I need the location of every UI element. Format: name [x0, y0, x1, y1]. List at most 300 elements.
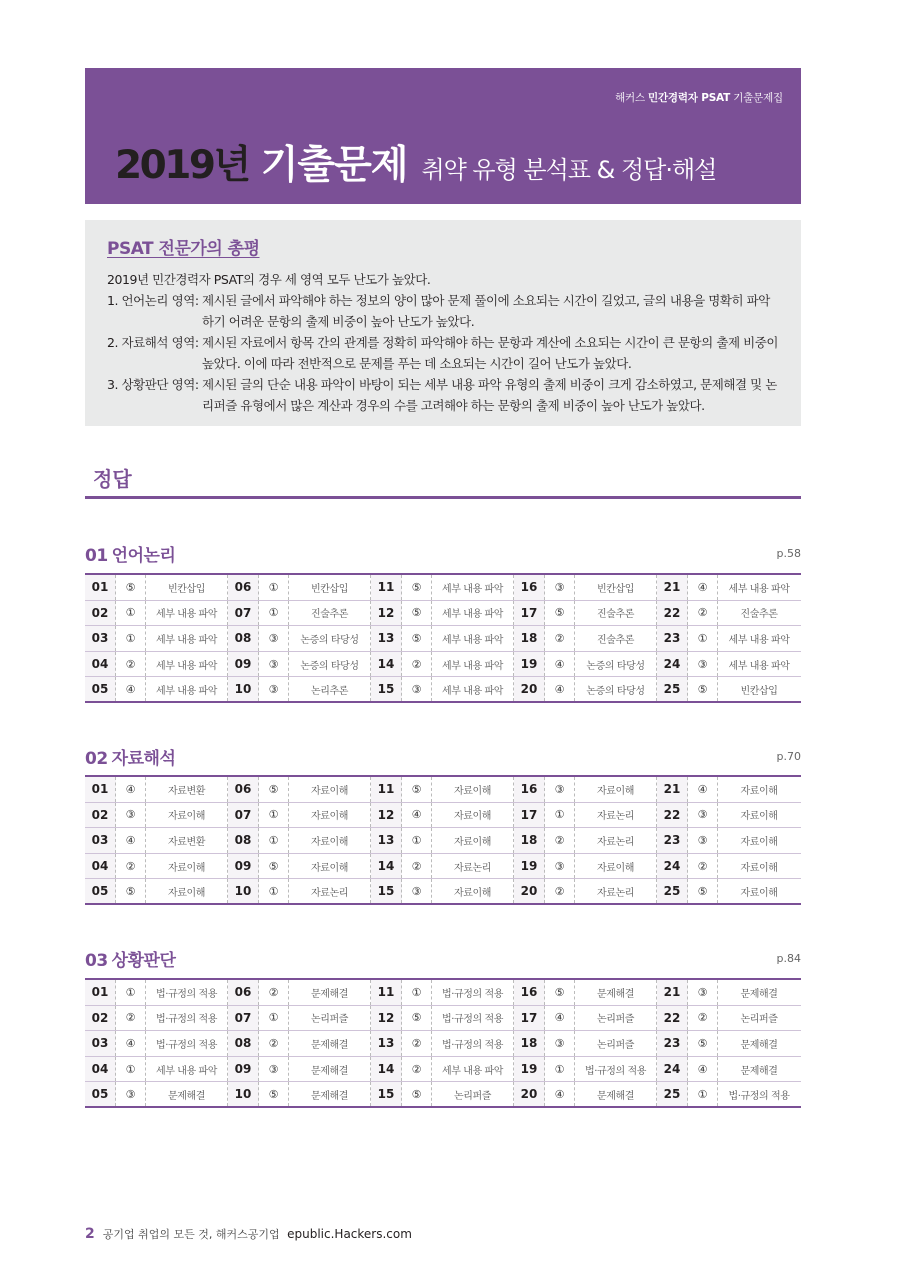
answer-row — [85, 1031, 801, 1057]
section-page-ref: p.70 — [776, 750, 801, 763]
answer-row — [85, 1057, 801, 1083]
answer-cell — [514, 828, 657, 853]
answer-choice: ③ — [688, 803, 718, 828]
answer-row — [85, 1006, 801, 1032]
answer-cell — [371, 980, 514, 1005]
section-number: 01 — [85, 546, 108, 566]
answer-cell — [514, 601, 657, 626]
review-item-text: 리퍼즐 유형에서 많은 계산과 경우의 수를 고려해야 하는 문항의 출제 비중이 높아 난도가 높았다. — [202, 398, 705, 413]
section-number: 02 — [85, 749, 108, 769]
question-number: 06 — [228, 777, 259, 802]
answer-choice: ① — [688, 626, 718, 651]
section-name: 언어논리 — [111, 546, 176, 566]
question-type: 문제해결 — [740, 988, 778, 1000]
answer-choice: ① — [116, 601, 146, 626]
answer-choice: ② — [259, 1031, 289, 1056]
answer-cell — [657, 854, 800, 879]
answer-choice: ④ — [688, 777, 718, 802]
answer-cell — [657, 803, 800, 828]
answer-choice: ⑤ — [402, 601, 432, 626]
answer-choice: ① — [259, 803, 289, 828]
answer-cell — [85, 626, 228, 651]
answer-choice: ② — [259, 980, 289, 1005]
question-type: 세부 내용 파악 — [146, 626, 228, 651]
answer-choice: ⑤ — [402, 1006, 432, 1031]
answer-cell — [228, 1082, 371, 1106]
answer-cell — [514, 980, 657, 1005]
question-number: 18 — [514, 626, 545, 651]
title-year: 2019년 — [115, 143, 249, 188]
answer-choice: ① — [259, 575, 289, 600]
answer-cell — [85, 575, 228, 600]
review-item-label: 1. 언어논리 영역: — [107, 293, 199, 308]
answer-table-situation — [85, 978, 801, 1108]
answer-cell — [657, 1057, 800, 1082]
review-item-text: 제시된 글의 단순 내용 파악이 바탕이 되는 세부 내용 파악 유형의 출제 비중이 크게 감소하였고, 문제해결 및 논 — [202, 377, 777, 392]
answer-cell — [228, 677, 371, 701]
question-type: 논증의 타당성 — [289, 626, 371, 651]
answer-cell — [85, 1006, 228, 1031]
question-type: 빈칸삽입 — [289, 575, 371, 600]
answer-row — [85, 652, 801, 678]
question-type: 진술추론 — [575, 626, 657, 651]
answer-cell — [228, 652, 371, 677]
question-type: 진술추론 — [575, 601, 657, 626]
question-type: 자료이해 — [740, 862, 778, 874]
answer-cell — [514, 1031, 657, 1056]
question-number: 12 — [371, 1006, 402, 1031]
question-type: 논증의 타당성 — [575, 677, 657, 701]
question-number: 07 — [228, 601, 259, 626]
answer-choice: ④ — [545, 1082, 575, 1106]
question-number: 02 — [85, 601, 116, 626]
question-number: 05 — [85, 879, 116, 903]
review-item-label: 2. 자료해석 영역: — [107, 335, 199, 350]
question-type: 자료이해 — [289, 854, 371, 879]
question-number: 10 — [228, 879, 259, 903]
question-number: 03 — [85, 1031, 116, 1056]
question-number: 25 — [657, 879, 688, 903]
answer-choice: ③ — [259, 1057, 289, 1082]
section-page-ref: p.58 — [776, 547, 801, 560]
answer-cell — [514, 1082, 657, 1106]
answer-choice: ① — [688, 1082, 718, 1106]
answer-cell — [228, 1006, 371, 1031]
answer-cell — [85, 1082, 228, 1106]
question-type: 세부 내용 파악 — [432, 601, 514, 626]
question-type: 문제해결 — [289, 1031, 371, 1056]
question-type: 문제해결 — [146, 1082, 228, 1106]
question-number: 07 — [228, 1006, 259, 1031]
answer-cell — [85, 980, 228, 1005]
answer-choice: ③ — [259, 626, 289, 651]
answer-cell — [228, 777, 371, 802]
answer-row — [85, 828, 801, 854]
answer-choice: ⑤ — [545, 980, 575, 1005]
answer-choice: ⑤ — [116, 879, 146, 903]
answer-cell — [514, 777, 657, 802]
answer-cell — [85, 1031, 228, 1056]
question-number: 10 — [228, 1082, 259, 1106]
question-number: 16 — [514, 575, 545, 600]
question-type: 논리퍼즐 — [575, 1031, 657, 1056]
question-number: 16 — [514, 777, 545, 802]
question-type: 논증의 타당성 — [575, 652, 657, 677]
answer-cell — [514, 803, 657, 828]
question-type: 자료이해 — [575, 777, 657, 802]
answer-choice: ② — [402, 1057, 432, 1082]
answer-cell — [371, 777, 514, 802]
answer-cell — [514, 626, 657, 651]
answer-choice: ① — [116, 980, 146, 1005]
answer-cell — [228, 601, 371, 626]
review-item — [107, 291, 797, 333]
answer-cell — [228, 879, 371, 903]
question-type: 문제해결 — [575, 980, 657, 1005]
question-number: 20 — [514, 879, 545, 903]
answer-choice: ③ — [545, 777, 575, 802]
answer-row — [85, 803, 801, 829]
answer-choice: ② — [545, 879, 575, 903]
answer-choice: ② — [402, 854, 432, 879]
question-type: 논리추론 — [289, 677, 371, 701]
question-number: 16 — [514, 980, 545, 1005]
answer-choice: ④ — [116, 677, 146, 701]
section-number: 03 — [85, 951, 108, 971]
answer-choice: ③ — [116, 1082, 146, 1106]
answer-cell — [657, 828, 800, 853]
question-type: 세부 내용 파악 — [432, 677, 514, 701]
answer-cell — [85, 652, 228, 677]
question-number: 21 — [657, 575, 688, 600]
answer-cell — [514, 1006, 657, 1031]
review-item-text: 하기 어려운 문항의 출제 비중이 높아 난도가 높았다. — [202, 314, 475, 329]
answer-choice: ③ — [545, 1031, 575, 1056]
answer-choice: ⑤ — [545, 601, 575, 626]
question-type: 법·규정의 적용 — [575, 1057, 657, 1082]
answer-cell — [514, 1057, 657, 1082]
answer-choice: ① — [259, 601, 289, 626]
answer-cell — [514, 879, 657, 903]
answer-choice: ⑤ — [259, 1082, 289, 1106]
answer-choice: ③ — [688, 828, 718, 853]
answer-choice: ① — [259, 879, 289, 903]
question-number: 08 — [228, 1031, 259, 1056]
answer-choice: ⑤ — [402, 1082, 432, 1106]
question-number: 05 — [85, 1082, 116, 1106]
question-number: 20 — [514, 677, 545, 701]
answer-cell — [371, 575, 514, 600]
question-number: 22 — [657, 1006, 688, 1031]
answer-choice: ③ — [545, 854, 575, 879]
question-type: 법·규정의 적용 — [728, 1090, 790, 1102]
question-number: 17 — [514, 1006, 545, 1031]
answer-cell — [657, 1031, 800, 1056]
answer-choice: ④ — [402, 803, 432, 828]
answer-row — [85, 777, 801, 803]
question-type: 자료이해 — [146, 803, 228, 828]
question-type: 문제해결 — [289, 1057, 371, 1082]
answer-choice: ① — [402, 828, 432, 853]
question-type: 자료이해 — [289, 828, 371, 853]
answer-choice: ⑤ — [402, 626, 432, 651]
answer-row — [85, 601, 801, 627]
question-type: 자료논리 — [575, 879, 657, 903]
question-number: 08 — [228, 828, 259, 853]
question-number: 19 — [514, 1057, 545, 1082]
answer-cell — [657, 1006, 800, 1031]
answer-choice: ③ — [402, 677, 432, 701]
question-type: 자료논리 — [289, 879, 371, 903]
answer-cell — [85, 1057, 228, 1082]
answer-choice: ② — [545, 626, 575, 651]
answer-cell — [85, 677, 228, 701]
question-number: 24 — [657, 652, 688, 677]
answer-choice: ② — [402, 652, 432, 677]
question-number: 13 — [371, 1031, 402, 1056]
question-number: 17 — [514, 601, 545, 626]
answer-choice: ④ — [688, 1057, 718, 1082]
question-type: 법·규정의 적용 — [432, 1006, 514, 1031]
series-prefix: 해커스 — [615, 92, 649, 104]
question-number: 21 — [657, 980, 688, 1005]
question-type: 세부 내용 파악 — [432, 1057, 514, 1082]
answer-choice: ① — [259, 1006, 289, 1031]
question-type: 자료논리 — [432, 854, 514, 879]
question-number: 15 — [371, 677, 402, 701]
question-type: 논리퍼즐 — [575, 1006, 657, 1031]
answer-cell — [371, 803, 514, 828]
answer-choice: ② — [688, 1006, 718, 1031]
question-type: 자료이해 — [740, 811, 778, 823]
answer-choice: ⑤ — [402, 777, 432, 802]
question-number: 09 — [228, 854, 259, 879]
question-type: 진술추론 — [289, 601, 371, 626]
question-number: 14 — [371, 1057, 402, 1082]
answer-cell — [228, 803, 371, 828]
answer-choice: ① — [402, 980, 432, 1005]
question-number: 24 — [657, 854, 688, 879]
question-type: 문제해결 — [740, 1039, 778, 1051]
question-type: 진술추론 — [740, 609, 778, 621]
answer-choice: ③ — [259, 677, 289, 701]
question-number: 07 — [228, 803, 259, 828]
answer-row — [85, 575, 801, 601]
question-number: 01 — [85, 575, 116, 600]
answer-cell — [85, 879, 228, 903]
question-number: 06 — [228, 980, 259, 1005]
question-number: 11 — [371, 575, 402, 600]
answer-cell — [657, 652, 800, 677]
answer-choice: ⑤ — [688, 677, 718, 701]
answer-cell — [85, 828, 228, 853]
question-type: 자료이해 — [740, 785, 778, 797]
question-number: 02 — [85, 803, 116, 828]
answer-cell — [657, 575, 800, 600]
answer-choice: ② — [116, 854, 146, 879]
answer-choice: ⑤ — [259, 777, 289, 802]
answer-cell — [371, 1006, 514, 1031]
answer-row — [85, 980, 801, 1006]
question-type: 세부 내용 파악 — [146, 652, 228, 677]
question-number: 04 — [85, 652, 116, 677]
question-number: 23 — [657, 1031, 688, 1056]
question-number: 11 — [371, 980, 402, 1005]
question-number: 18 — [514, 1031, 545, 1056]
question-number: 14 — [371, 854, 402, 879]
answer-row — [85, 879, 801, 905]
question-number: 19 — [514, 854, 545, 879]
question-number: 12 — [371, 601, 402, 626]
question-number: 17 — [514, 803, 545, 828]
answer-choice: ③ — [688, 980, 718, 1005]
answer-cell — [371, 601, 514, 626]
page-number: 2 — [85, 1226, 95, 1242]
answer-cell — [514, 677, 657, 701]
answer-table-data — [85, 775, 801, 905]
answer-choice: ② — [688, 854, 718, 879]
question-type: 빈칸삽입 — [146, 575, 228, 600]
answer-choice: ② — [116, 1006, 146, 1031]
header-banner — [85, 68, 801, 204]
answer-cell — [657, 677, 800, 701]
question-type: 세부 내용 파악 — [728, 660, 790, 672]
question-type: 자료이해 — [146, 854, 228, 879]
section-name: 상황판단 — [111, 951, 176, 971]
answer-choice: ④ — [116, 828, 146, 853]
answer-cell — [228, 1031, 371, 1056]
answer-cell — [371, 1082, 514, 1106]
review-item-text: 제시된 글에서 파악해야 하는 정보의 양이 많아 문제 풀이에 소요되는 시간이 길었고, 글의 내용을 명확히 파악 — [202, 293, 770, 308]
answer-choice: ④ — [688, 575, 718, 600]
page-title — [115, 134, 716, 190]
question-number: 09 — [228, 652, 259, 677]
answer-cell — [371, 879, 514, 903]
title-main: 기출문제 — [260, 143, 408, 188]
question-number: 01 — [85, 777, 116, 802]
question-number: 15 — [371, 1082, 402, 1106]
question-type: 자료이해 — [740, 887, 778, 899]
answer-choice: ④ — [545, 1006, 575, 1031]
answer-choice: ⑤ — [688, 1031, 718, 1056]
answer-cell — [371, 652, 514, 677]
question-number: 15 — [371, 879, 402, 903]
answer-cell — [371, 677, 514, 701]
page-footer — [85, 1226, 412, 1242]
answer-cell — [228, 828, 371, 853]
answer-cell — [371, 828, 514, 853]
answer-row — [85, 677, 801, 703]
question-type: 자료이해 — [575, 854, 657, 879]
question-type: 문제해결 — [289, 980, 371, 1005]
question-type: 법·규정의 적용 — [432, 980, 514, 1005]
review-title: PSAT 전문가의 총평 — [107, 239, 260, 259]
question-number: 13 — [371, 626, 402, 651]
question-number: 03 — [85, 626, 116, 651]
section-title-situation — [85, 946, 175, 971]
answer-cell — [85, 601, 228, 626]
question-number: 25 — [657, 1082, 688, 1106]
question-number: 23 — [657, 626, 688, 651]
answer-cell — [371, 626, 514, 651]
question-number: 12 — [371, 803, 402, 828]
question-type: 논리퍼즐 — [740, 1014, 778, 1026]
review-intro: 2019년 민간경력자 PSAT의 경우 세 영역 모두 난도가 높았다. — [107, 272, 431, 287]
question-type: 세부 내용 파악 — [728, 583, 790, 595]
answer-cell — [657, 601, 800, 626]
answer-cell — [371, 854, 514, 879]
answer-table-verbal — [85, 573, 801, 703]
answer-cell — [657, 980, 800, 1005]
answer-choice: ① — [259, 828, 289, 853]
question-type: 법·규정의 적용 — [146, 980, 228, 1005]
question-type: 논증의 타당성 — [289, 652, 371, 677]
question-number: 21 — [657, 777, 688, 802]
answer-cell — [371, 1057, 514, 1082]
series-name — [615, 90, 783, 105]
question-number: 24 — [657, 1057, 688, 1082]
footer-text: 공기업 취업의 모든 것, 해커스공기업 — [102, 1228, 280, 1241]
question-type: 자료이해 — [289, 803, 371, 828]
question-number: 04 — [85, 854, 116, 879]
answer-cell — [657, 879, 800, 903]
question-type: 자료이해 — [146, 879, 228, 903]
answer-cell — [85, 854, 228, 879]
question-type: 빈칸삽입 — [575, 575, 657, 600]
question-type: 논리퍼즐 — [432, 1082, 514, 1106]
question-type: 세부 내용 파악 — [432, 626, 514, 651]
footer-url: epublic.Hackers.com — [287, 1227, 412, 1241]
question-type: 논리퍼즐 — [289, 1006, 371, 1031]
question-number: 01 — [85, 980, 116, 1005]
question-type: 문제해결 — [575, 1082, 657, 1106]
question-number: 18 — [514, 828, 545, 853]
answer-cell — [657, 1082, 800, 1106]
answers-heading: 정답 — [93, 467, 132, 491]
answer-choice: ⑤ — [259, 854, 289, 879]
question-number: 23 — [657, 828, 688, 853]
answer-choice: ③ — [688, 652, 718, 677]
question-type: 법·규정의 적용 — [146, 1006, 228, 1031]
answer-choice: ② — [545, 828, 575, 853]
question-type: 문제해결 — [740, 1065, 778, 1077]
answer-cell — [228, 854, 371, 879]
question-number: 04 — [85, 1057, 116, 1082]
question-type: 자료논리 — [575, 828, 657, 853]
review-item — [107, 375, 797, 417]
answer-cell — [228, 575, 371, 600]
question-number: 06 — [228, 575, 259, 600]
section-title-verbal — [85, 541, 175, 566]
question-number: 08 — [228, 626, 259, 651]
question-type: 세부 내용 파악 — [432, 652, 514, 677]
answer-choice: ② — [116, 652, 146, 677]
section-page-ref: p.84 — [776, 952, 801, 965]
section-name: 자료해석 — [111, 749, 176, 769]
question-number: 25 — [657, 677, 688, 701]
answer-cell — [85, 803, 228, 828]
answer-row — [85, 1082, 801, 1108]
answer-choice: ① — [116, 626, 146, 651]
answer-cell — [514, 652, 657, 677]
question-type: 세부 내용 파악 — [146, 601, 228, 626]
expert-review-box — [85, 220, 801, 426]
question-type: 빈칸삽입 — [740, 685, 778, 697]
question-number: 10 — [228, 677, 259, 701]
question-type: 세부 내용 파악 — [728, 634, 790, 646]
answer-cell — [657, 626, 800, 651]
answer-cell — [514, 575, 657, 600]
